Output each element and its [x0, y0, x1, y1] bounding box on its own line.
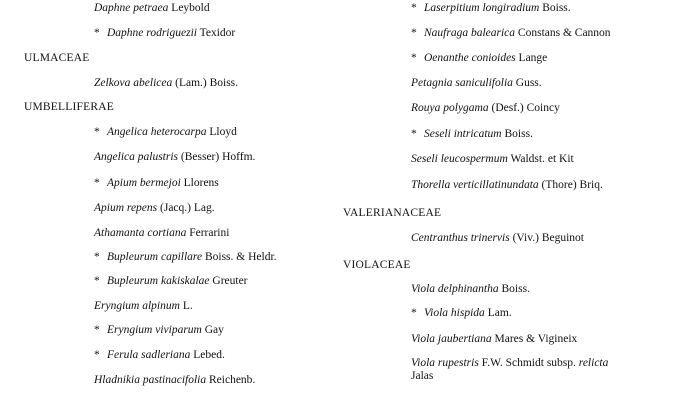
- author-name: Lebed.: [193, 349, 225, 361]
- author-name: Mares & Vigineix: [494, 333, 578, 345]
- species-name: Zelkova abelicea: [94, 77, 173, 89]
- species-entry: [411, 101, 560, 115]
- species-name: Angelica palustris: [94, 151, 179, 163]
- species-entry: [411, 127, 533, 141]
- species-entry: [94, 125, 237, 139]
- species-entry: [411, 1, 571, 15]
- species-name: Athamanta cortiana: [94, 227, 187, 239]
- species-name: Bupleurum capillare: [107, 251, 203, 263]
- family-heading: VALERIANACEAE: [343, 207, 442, 219]
- species-name: Daphne rodriguezii: [107, 27, 197, 39]
- species-name: Viola hispida: [424, 307, 485, 319]
- species-entry: [94, 323, 224, 337]
- priority-asterisk-icon: *: [411, 2, 417, 14]
- author-name: F.W. Schmidt subsp.: [481, 357, 576, 369]
- author-name: Lam.: [487, 307, 512, 319]
- species-entry: [94, 226, 229, 240]
- species-name: Oenanthe conioides: [424, 52, 516, 64]
- species-entry: [411, 76, 542, 90]
- priority-asterisk-icon: *: [94, 251, 100, 263]
- author-name: (Lam.) Boiss.: [175, 77, 239, 89]
- author-name: Boiss.: [501, 283, 530, 295]
- species-name: Centranthus trinervis: [411, 232, 510, 244]
- species-name: Laserpitium longiradium: [424, 2, 540, 14]
- author-name: Gay: [204, 324, 224, 336]
- species-entry: [94, 176, 219, 190]
- species-entry: [411, 152, 574, 166]
- species-name: Eryngium alpinum: [94, 300, 180, 312]
- priority-asterisk-icon: *: [94, 27, 100, 39]
- family-heading: VIOLACEAE: [343, 259, 411, 271]
- species-name: Seseli intricatum: [424, 128, 502, 140]
- species-name: Daphne petraea: [94, 2, 169, 14]
- priority-asterisk-icon: *: [94, 177, 100, 189]
- author-name: Boiss. & Heldr.: [204, 251, 277, 263]
- subspecies-author: Jalas: [411, 370, 434, 382]
- family-heading: ULMACEAE: [24, 52, 90, 64]
- author-name: Ferrarini: [189, 227, 230, 239]
- author-name: Llorens: [183, 177, 219, 189]
- species-name: Seseli leucospermum: [411, 153, 508, 165]
- author-name: Boiss.: [504, 128, 533, 140]
- species-name: Viola jaubertiana: [411, 333, 492, 345]
- species-name: Apium repens: [94, 202, 158, 214]
- author-name: Constans & Cannon: [517, 27, 611, 39]
- priority-asterisk-icon: *: [411, 128, 417, 140]
- species-name: Thorella verticillatinundata: [411, 179, 539, 191]
- priority-asterisk-icon: *: [411, 307, 417, 319]
- priority-asterisk-icon: *: [94, 126, 100, 138]
- subspecies-name: relicta: [578, 357, 609, 369]
- species-name: Ferula sadleriana: [107, 349, 191, 361]
- priority-asterisk-icon: *: [94, 349, 100, 361]
- species-name: Hladnikia pastinacifolia: [94, 374, 207, 386]
- species-name: Eryngium viviparum: [107, 324, 202, 336]
- species-entry: [94, 76, 238, 90]
- species-entry: [411, 178, 603, 192]
- species-entry: [94, 26, 235, 40]
- species-name: Rouya polygama: [411, 102, 489, 114]
- priority-asterisk-icon: *: [411, 27, 417, 39]
- species-entry: [411, 357, 659, 383]
- author-name: (Thore) Briq.: [541, 179, 603, 191]
- species-entry: [94, 1, 210, 15]
- family-heading: UMBELLIFERAE: [24, 101, 114, 113]
- species-name: Angelica heterocarpa: [107, 126, 207, 138]
- species-entry: [411, 231, 584, 245]
- species-entry: [94, 373, 255, 387]
- author-name: Leybold: [171, 2, 210, 14]
- species-entry: [411, 332, 577, 346]
- species-entry: [94, 274, 248, 288]
- author-name: (Viv.) Beguinot: [512, 232, 584, 244]
- author-name: Lange: [518, 52, 548, 64]
- author-name: (Jacq.) Lag.: [160, 202, 215, 214]
- species-name: Apium bermejoi: [107, 177, 181, 189]
- priority-asterisk-icon: *: [411, 52, 417, 64]
- author-name: (Desf.) Coincy: [491, 102, 560, 114]
- author-name: Waldst. et Kit: [510, 153, 574, 165]
- species-entry: [94, 150, 255, 164]
- species-name: Viola rupestris: [411, 357, 479, 369]
- species-name: Bupleurum kakiskalae: [107, 275, 210, 287]
- species-entry: [94, 250, 277, 264]
- species-entry: [411, 282, 530, 296]
- author-name: L.: [182, 300, 193, 312]
- author-name: Lloyd: [209, 126, 237, 138]
- species-entry: [94, 348, 225, 362]
- author-name: Guss.: [515, 77, 542, 89]
- species-name: Viola delphinantha: [411, 283, 499, 295]
- species-entry: [94, 201, 215, 215]
- priority-asterisk-icon: *: [94, 324, 100, 336]
- priority-asterisk-icon: *: [94, 275, 100, 287]
- author-name: Greuter: [212, 275, 248, 287]
- author-name: Texidor: [199, 27, 236, 39]
- species-name: Naufraga balearica: [424, 27, 516, 39]
- author-name: Reichenb.: [209, 374, 256, 386]
- author-name: Boiss.: [542, 2, 571, 14]
- species-entry: [411, 51, 547, 65]
- species-entry: [411, 306, 512, 320]
- author-name: (Besser) Hoffm.: [180, 151, 256, 163]
- species-entry: [411, 26, 611, 40]
- species-name: Petagnia saniculifolia: [411, 77, 513, 89]
- species-entry: [94, 299, 193, 313]
